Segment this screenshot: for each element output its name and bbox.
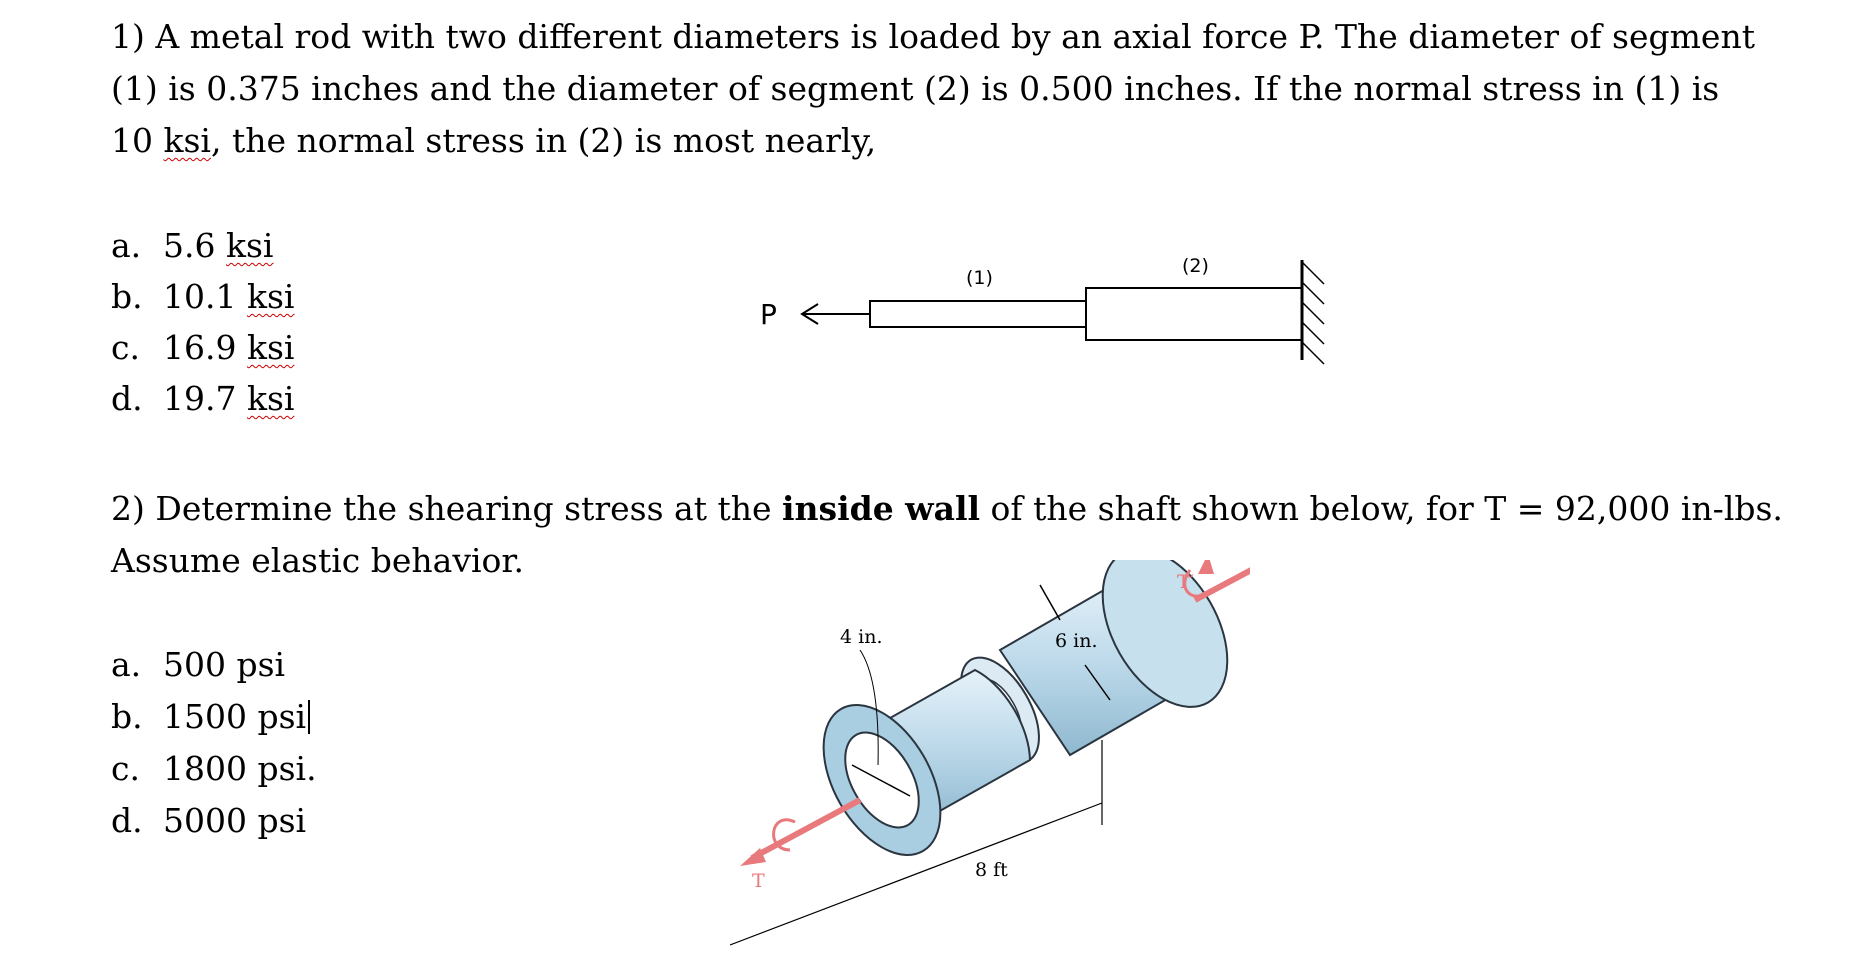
wall-hatching	[1302, 262, 1324, 364]
q2-option-text: 1800 psi.	[163, 749, 317, 788]
force-label-p: P	[760, 298, 777, 331]
q1-line-3-post: , the normal stress in (2) is most nearly,	[210, 121, 877, 160]
q2-line-1-post: of the shaft shown below, for T = 92,000 in-lbs.	[980, 489, 1783, 528]
q2-option-letter: a.	[111, 645, 142, 684]
outer-diameter-label: 6 in.	[1055, 630, 1098, 652]
q2-line-1	[111, 489, 1783, 528]
segment-2	[1086, 288, 1302, 340]
q2-option-text: 5000 psi	[163, 801, 307, 840]
text-cursor	[308, 700, 310, 734]
q1-line-2: (1) is 0.375 inches and the diameter of segment (2) is 0.500 inches. If the normal stress in (1) is	[111, 69, 1720, 108]
torque-label-right: T′	[1177, 571, 1194, 593]
q1-option-a[interactable]	[111, 226, 274, 265]
torque-arrowhead-right	[1198, 560, 1214, 574]
length-label: 8 ft	[975, 859, 1008, 881]
rod-figure	[740, 240, 1360, 380]
q1-option-c[interactable]	[111, 328, 295, 367]
q1-option-unit: ksi	[246, 379, 295, 418]
q2-option-letter: c.	[111, 749, 140, 788]
shaft-figure	[730, 560, 1250, 953]
q1-option-unit: ksi	[246, 328, 295, 367]
q2-option-b[interactable]	[111, 697, 310, 736]
q1-option-value: 16.9	[163, 328, 237, 367]
inner-diameter-label: 4 in.	[840, 626, 883, 648]
q1-option-letter: d.	[111, 379, 143, 418]
q1-option-value: 10.1	[163, 277, 237, 316]
torque-label-left: T	[752, 870, 765, 892]
torque-arrow-left	[752, 800, 860, 858]
q1-line-3-pre: 10	[111, 121, 164, 160]
q2-option-letter: d.	[111, 801, 143, 840]
q2-line-2: Assume elastic behavior.	[111, 541, 525, 580]
outer-dim-line-top	[1040, 585, 1060, 620]
q1-line-1: 1) A metal rod with two different diameters is loaded by an axial force P. The diameter of segment	[111, 17, 1755, 56]
segment-1	[870, 301, 1086, 327]
q1-option-value: 19.7	[163, 379, 237, 418]
q1-option-letter: b.	[111, 277, 143, 316]
q1-option-d[interactable]	[111, 379, 295, 418]
q1-option-b[interactable]	[111, 277, 295, 316]
q1-option-unit: ksi	[246, 277, 295, 316]
q2-option-letter: b.	[111, 697, 143, 736]
q1-option-value: 5.6	[163, 226, 216, 265]
q2-option-d[interactable]	[111, 801, 307, 840]
segment-1-label: (1)	[966, 267, 993, 289]
q1-line-3	[111, 121, 877, 160]
q2-bold-inside-wall: inside wall	[781, 489, 981, 528]
q2-option-c[interactable]	[111, 749, 317, 788]
segment-2-label: (2)	[1182, 255, 1209, 277]
q1-option-letter: c.	[111, 328, 140, 367]
q1-ksi-word: ksi	[163, 121, 211, 160]
q2-option-text: 1500 psi	[163, 697, 307, 736]
q2-option-a[interactable]	[111, 645, 286, 684]
q1-option-letter: a.	[111, 226, 142, 265]
q2-option-text: 500 psi	[163, 645, 286, 684]
q1-option-unit: ksi	[225, 226, 274, 265]
q2-line-1-pre: 2) Determine the shearing stress at the	[111, 489, 782, 528]
